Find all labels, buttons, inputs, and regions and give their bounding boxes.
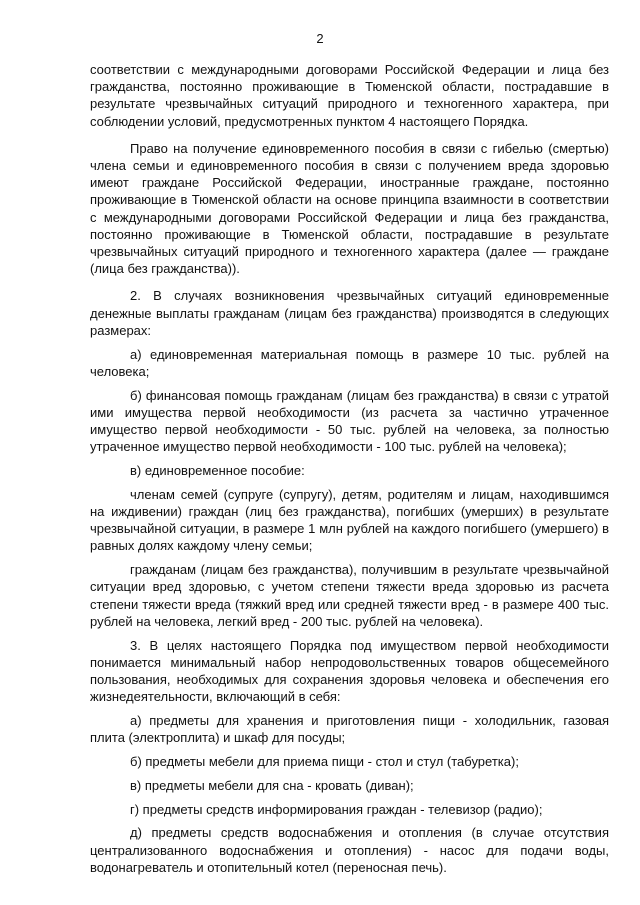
paragraph-item-3a: а) предметы для хранения и приготовления пищи - холодильник, газовая плита (электроплита) и шкаф для посуды; xyxy=(90,713,609,746)
paragraph-item-2b: б) финансовая помощь гражданам (лицам без гражданства) в связи с утратой ими имущества первой необходимости (из расчета за частично утраченное имущество первой необходимости - 50 тыс. рублей на человека, за полностью утраченное имущество первой необходимости - 100 тыс. рублей на человека); xyxy=(90,387,609,455)
paragraph-continuation: соответствии с международными договорами Российской Федерации и лица без гражданства, постоянно проживающие в Тюменской области, пострадавшие в результате чрезвычайных ситуаций природного и техногенного характера, при соблюдении условий, предусмотренных пунктом 4 настоящего Порядка. xyxy=(90,62,609,129)
paragraph-item-2a: а) единовременная материальная помощь в размере 10 тыс. рублей на человека; xyxy=(90,346,609,379)
paragraph-item-2v: в) единовременное пособие: xyxy=(130,463,305,479)
paragraph-family-members: членам семей (супруге (супругу), детям, родителям и лицам, находившимся на иждивении) граждан (лиц без гражданства), погибших (умерших) в результате чрезвычайной ситуации, в размере 1 млн рублей на каждого погибшего (умершего) в равных долях каждому члену семьи; xyxy=(90,486,609,554)
paragraph-item-3v: в) предметы мебели для сна - кровать (диван); xyxy=(130,777,414,793)
paragraph-item-2: 2. В случаях возникновения чрезвычайных ситуаций единовременные денежные выплаты гражданам (лицам без гражданства) производятся в следующих размерах: xyxy=(90,288,609,338)
paragraph-item-3g: г) предметы средств информирования граждан - телевизор (радио); xyxy=(130,801,543,817)
paragraph-health-harm: гражданам (лицам без гражданства), получившим в результате чрезвычайной ситуации вред здоровью, с учетом степени тяжести вреда здоровью из расчета степени тяжести вреда (тяжкий вред или средней тяжести вред - в размере 400 тыс. рублей на человека, легкий вред - 200 тыс. рублей на человека). xyxy=(90,562,609,629)
paragraph-item-3d: д) предметы средств водоснабжения и отопления (в случае отсутствия централизованного водоснабжения и отопления) - насос для подачи воды, водонагреватель и отопительный котел (переносная печь). xyxy=(90,825,609,875)
paragraph-item-3: 3. В целях настоящего Порядка под имуществом первой необходимости понимается минимальный набор непродовольственных товаров общесемейного пользования, необходимых для сохранения здоровья человека и обеспечения его жизнедеятельности, включающий в себя: xyxy=(90,637,609,705)
document-body xyxy=(90,61,609,883)
paragraph-benefit-rights: Право на получение единовременного пособия в связи с гибелью (смертью) члена семьи и единовременного пособия в связи с получением вреда здоровью имеют граждане Российской Федерации, иностранные граждане, постоянно проживающие в Тюменской области на основе принципа взаимности в соответствии с международными договорами Российской Федерации и лица без гражданства, постоянно проживающие в Тюменской области, пострадавшие в результате чрезвычайных ситуаций природного и техногенного характера (далее — граждане (лица без гражданства)). xyxy=(90,140,609,277)
paragraph-item-3b: б) предметы мебели для приема пищи - стол и стул (табуретка); xyxy=(130,754,519,770)
page-number: 2 xyxy=(316,31,324,46)
